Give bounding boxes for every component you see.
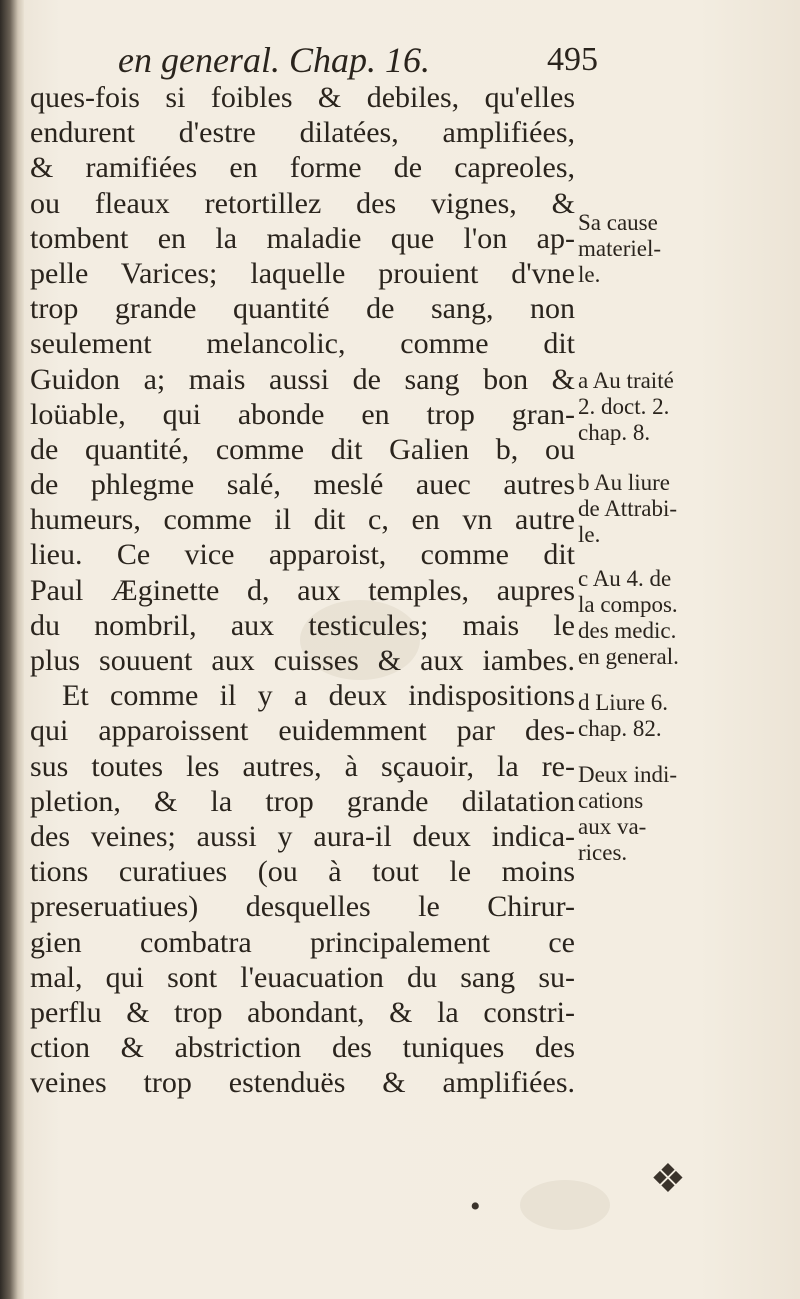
ink-speck-ornament: ❖ (650, 1156, 686, 1201)
book-binding-edge (0, 0, 24, 1299)
text-line: trop grande quantité de sang, non (30, 292, 575, 326)
text-line: plus souuent aux cuisses & aux iambes. (30, 644, 575, 677)
text-line: du nombril, aux testicules; mais le (30, 608, 575, 642)
text-line: qui apparoissent euidemment par des- (30, 714, 575, 748)
margin-note-d (578, 690, 668, 742)
note-line: a Au traité (578, 368, 674, 393)
margin-note-c (578, 566, 679, 670)
text-line: ction & abstriction des tuniques des (30, 1031, 575, 1065)
text-line: humeurs, comme il dit c, en vn autre (30, 503, 575, 537)
note-line: chap. 82. (578, 716, 662, 741)
text-line: loüable, qui abonde en trop gran- (30, 397, 575, 431)
text-line: & ramifiées en forme de capreoles, (30, 151, 575, 185)
ink-dot-ornament: • (470, 1190, 481, 1223)
page-number: 495 (547, 41, 598, 78)
text-line: Guidon a; mais aussi de sang bon & (30, 362, 575, 396)
text-line: ques-fois si foibles & debiles, qu'elles (30, 81, 575, 114)
text-line: sus toutes les autres, à sçauoir, la re- (30, 749, 575, 783)
text-line: preseruatiues) desquelles le Chirur- (30, 890, 575, 924)
text-line: pelle Varices; laquelle prouient d'vne (30, 256, 575, 290)
note-line: rices. (578, 840, 628, 865)
text-line: tions curatiues (ou à tout le moins (30, 855, 575, 889)
note-line: c Au 4. de (578, 566, 672, 591)
text-line: Et comme il y a deux indispositions (62, 679, 575, 713)
note-line: Sa cause (578, 210, 658, 235)
margin-note-indications (578, 762, 677, 866)
text-line: des veines; aussi y aura-il deux indica- (30, 819, 575, 853)
text-line: lieu. Ce vice apparoist, comme dit (30, 538, 575, 572)
note-line: 2. doct. 2. (578, 394, 670, 419)
main-text-block (30, 80, 575, 1100)
note-line: d Liure 6. (578, 690, 669, 715)
text-line: de quantité, comme dit Galien b, ou (30, 432, 575, 466)
note-line: le. (578, 262, 601, 287)
text-line: perflu & trop abondant, & la constri- (30, 995, 575, 1029)
note-line: de Attrabi- (578, 496, 677, 521)
text-line: ou fleaux retortillez des vignes, & (30, 186, 575, 220)
text-line: veines trop estenduës & amplifiées. (30, 1066, 575, 1100)
text-line: endurent d'estre dilatées, amplifiées, (30, 116, 575, 150)
paper-stain (520, 1180, 610, 1230)
note-line: le. (578, 522, 601, 547)
note-line: en general. (578, 644, 679, 669)
note-line: des medic. (578, 618, 677, 643)
note-line: la compos. (578, 592, 678, 617)
margin-note-b (578, 470, 677, 548)
text-line: seulement melancolic, comme dit (30, 327, 575, 361)
note-line: chap. 8. (578, 420, 651, 445)
text-line: pletion, & la trop grande dilatation (30, 784, 575, 818)
margin-note-a (578, 368, 674, 446)
note-line: aux va- (578, 814, 647, 839)
text-line: de phlegme salé, meslé auec autres (30, 468, 575, 502)
text-line: tombent en la maladie que l'on ap- (30, 221, 575, 255)
note-line: b Au liure (578, 470, 670, 495)
note-line: materiel- (578, 236, 662, 261)
text-line: mal, qui sont l'euacuation du sang su- (30, 960, 575, 994)
note-line: cations (578, 788, 644, 813)
text-line: Paul Æginette d, aux temples, aupres (30, 573, 575, 607)
running-head: en general. Chap. 16. (118, 40, 430, 80)
text-line: gien combatra principalement ce (30, 925, 575, 959)
note-line: Deux indi- (578, 762, 678, 787)
margin-note-cause (578, 210, 661, 288)
